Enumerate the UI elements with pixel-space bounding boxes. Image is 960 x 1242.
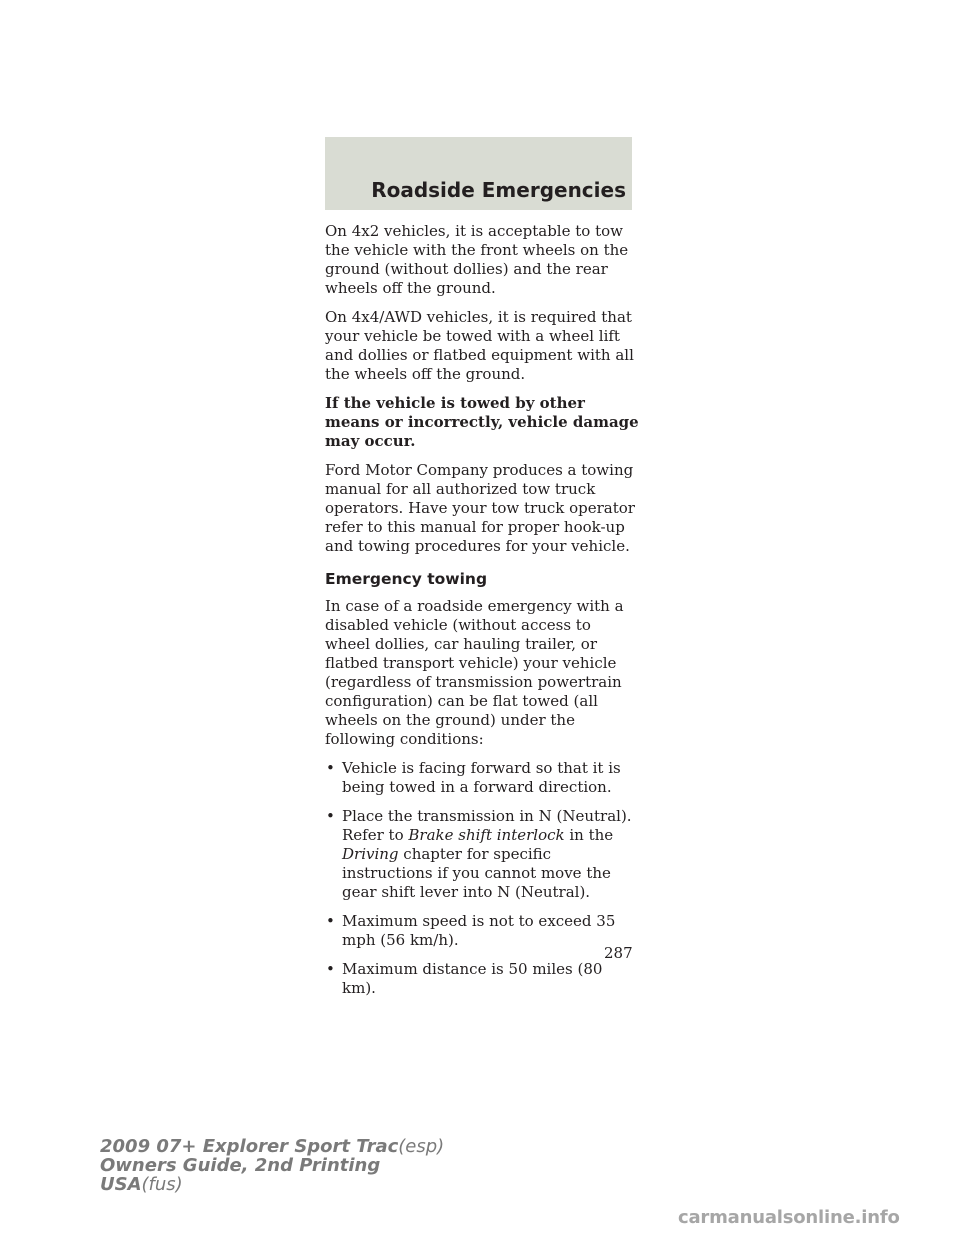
footer-printing: Owners Guide, 2nd Printing xyxy=(100,1155,381,1176)
footer-model-code: (esp) xyxy=(398,1136,445,1157)
list-item-text-pre: Place the transmission in N (Neutral). Refer to xyxy=(342,807,632,844)
footer-model: 2009 07+ Explorer Sport Trac xyxy=(100,1136,399,1157)
footer-line-3 xyxy=(100,1175,444,1194)
brake-shift-interlock-reference: Brake shift interlock xyxy=(408,826,565,844)
list-item-text: Maximum distance is 50 miles (80 km). xyxy=(342,960,603,997)
driving-chapter-reference: Driving xyxy=(342,845,399,863)
bullet-icon: • xyxy=(326,960,335,978)
list-item-text: Vehicle is facing forward so that it is being towed in a forward direction. xyxy=(342,759,621,796)
list-item-text-mid: in the xyxy=(564,826,614,844)
bullet-icon: • xyxy=(326,912,335,930)
footer-market: USA xyxy=(100,1174,142,1195)
footer-market-code: (fus) xyxy=(141,1174,183,1195)
list-item xyxy=(325,759,640,797)
section-title: Roadside Emergencies xyxy=(371,178,626,202)
towing-conditions-list xyxy=(325,759,640,998)
emergency-towing-heading: Emergency towing xyxy=(325,570,488,588)
list-item xyxy=(325,960,640,998)
list-item xyxy=(325,807,640,902)
paragraph-emergency-towing: In case of a roadside emergency with a disabled vehicle (without access to wheel dollies, car hauling trailer, or flatbed transport vehicle) your vehicle (regardless of transmission powertrain configuration) can be flat towed (all wheels on the ground) under the following conditions: xyxy=(325,597,624,748)
document-footer xyxy=(100,1137,444,1194)
footer-line-1 xyxy=(100,1137,444,1156)
paragraph-towing-manual: Ford Motor Company produces a towing manual for all authorized tow truck operators. Have your tow truck operator refer to this manual for proper hook-up and towing procedures for your vehicle. xyxy=(325,461,635,555)
footer-line-2 xyxy=(100,1156,444,1175)
list-item-text: Maximum speed is not to exceed 35 mph (56 km/h). xyxy=(342,912,616,949)
page-number: 287 xyxy=(604,944,633,962)
list-item-text-post: chapter for specific instructions if you cannot move the gear shift lever into N (Neutral). xyxy=(342,845,611,901)
paragraph-4x2: On 4x2 vehicles, it is acceptable to tow the vehicle with the front wheels on the ground (without dollies) and the rear wheels off the ground. xyxy=(325,222,629,297)
page-content xyxy=(325,222,640,1008)
bullet-icon: • xyxy=(326,759,335,777)
tow-warning: If the vehicle is towed by other means or incorrectly, vehicle damage may occur. xyxy=(325,394,639,450)
list-item xyxy=(325,912,640,950)
paragraph-4x4: On 4x4/AWD vehicles, it is required that your vehicle be towed with a wheel lift and dollies or flatbed equipment with all the wheels off the ground. xyxy=(325,308,634,383)
bullet-icon: • xyxy=(326,807,335,825)
section-header-band xyxy=(325,137,632,210)
site-watermark: carmanualsonline.info xyxy=(678,1207,900,1228)
